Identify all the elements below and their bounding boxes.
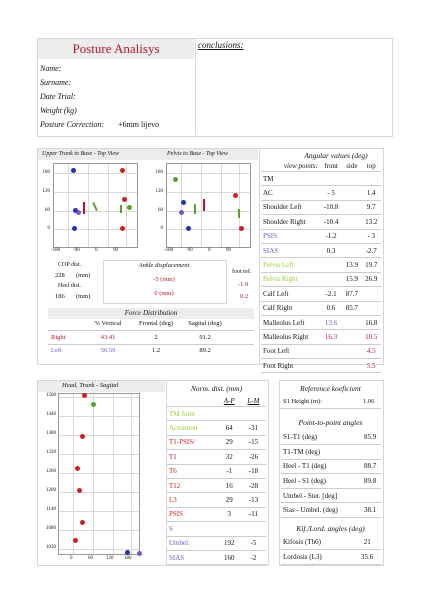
norm-row <box>167 522 266 536</box>
ptp-table <box>281 430 381 518</box>
angular-row <box>261 301 381 315</box>
angular-side-value <box>342 359 361 373</box>
pelvis-title: Pelvis to Base - Top View <box>167 151 228 157</box>
norm-lm-value: -15 <box>241 435 266 449</box>
norm-ap-value: 64 <box>218 421 241 435</box>
angular-row-label: Calf Right <box>261 301 320 315</box>
field-surname-label: Surname: <box>40 78 72 87</box>
angular-row-label: TM <box>261 172 320 186</box>
kif-row-value: 35.6 <box>353 550 381 565</box>
angular-front-value: 13.6 <box>320 315 342 329</box>
angular-top-value: 10.5 <box>362 330 381 344</box>
ptp-row-value <box>359 488 381 503</box>
pelvis-x-tick: 90 <box>226 248 231 253</box>
norm-row-label: Umbel. <box>167 536 218 550</box>
angular-top-value: 1.4 <box>362 186 381 200</box>
sagital-y-tick: 1500 <box>46 393 56 398</box>
angular-side-value: 85.7 <box>342 301 361 315</box>
upper-dot-blue-top <box>71 168 76 173</box>
angular-row <box>261 243 381 257</box>
heel-value: 186 <box>55 293 65 300</box>
conclusions-divider <box>195 39 196 135</box>
angular-front-value <box>320 172 342 186</box>
reference-title: Reference koeficient <box>300 384 361 393</box>
norm-ap-value: 160 <box>218 550 241 564</box>
angular-row-label: Foot Left <box>261 344 320 358</box>
ptp-row-label: S1-T1 (deg) <box>281 430 359 445</box>
upper-x-tick: 90 <box>113 248 118 253</box>
conclusions-label: conclusions: <box>198 40 244 50</box>
norm-lm-value: -5 <box>241 536 266 550</box>
angular-row-label: Malleolus Right <box>261 330 320 344</box>
angular-row <box>261 186 381 200</box>
angular-row <box>261 359 381 373</box>
angular-top-value <box>362 301 381 315</box>
norm-row <box>167 550 266 564</box>
ptp-row <box>281 459 381 474</box>
angular-top-value: - 3 <box>362 229 381 243</box>
pelvis-y-tick: 180 <box>155 170 163 175</box>
angular-row <box>261 229 381 243</box>
angular-row <box>261 215 381 229</box>
norm-lm-value <box>241 407 266 421</box>
norm-ap-value: -1 <box>218 464 241 478</box>
angular-front-value: 0.6 <box>320 301 342 315</box>
norm-row-label: TM Joint <box>167 407 218 421</box>
norm-row-label: T12 <box>167 478 218 492</box>
norm-lm-value: -28 <box>241 478 266 492</box>
norm-table <box>167 396 266 565</box>
norm-row <box>167 464 266 478</box>
angular-front-value: -10.4 <box>320 215 342 229</box>
cop-value: 228 <box>55 272 65 279</box>
norm-row-label: Acromion <box>167 421 218 435</box>
sagital-dot-red-1 <box>82 393 87 398</box>
pelvis-y-tick: 0 <box>160 226 163 231</box>
ptp-row <box>281 430 381 445</box>
angular-side-value: 13.9 <box>342 258 361 272</box>
angular-front-value: -1.2 <box>320 229 342 243</box>
angular-front-value: -2.1 <box>320 287 342 301</box>
norm-row-label: L3 <box>167 493 218 507</box>
sagital-x-tick: 180 <box>124 556 132 561</box>
angular-side-value: 87.7 <box>342 287 361 301</box>
norm-row-label: T1-PSIS/ <box>167 435 218 449</box>
force-head-frontal: Frontal (deg) <box>138 320 174 327</box>
pelvis-tick-green <box>194 204 196 214</box>
pelvis-y-tick: 60 <box>158 208 163 213</box>
cop-label: COP dist. <box>58 262 82 268</box>
kif-title: Kif./Lord. angles (deg) <box>296 524 365 533</box>
sagital-y-tick: 1440 <box>46 412 56 417</box>
sagital-y-tick: 1080 <box>46 526 56 531</box>
angular-top-value: 5.5 <box>362 359 381 373</box>
angular-side-value <box>342 172 361 186</box>
pelvis-dot-blue-left <box>181 200 186 205</box>
sagital-dot-red-3 <box>75 466 80 471</box>
sagital-y-tick: 1200 <box>46 488 56 493</box>
angular-top-value: 16.8 <box>362 315 381 329</box>
pelvis-tick-green-2 <box>238 209 240 218</box>
force-head-vertical: % Vertical <box>94 320 122 327</box>
angular-front-value <box>320 344 342 358</box>
reference-value: 1.06 <box>363 398 375 405</box>
page-title: Posture Analisys <box>72 41 160 56</box>
ptp-row-value: 88.7 <box>359 459 381 474</box>
angular-side-value <box>342 315 361 329</box>
angular-row <box>261 287 381 301</box>
norm-row <box>167 493 266 507</box>
angular-front-value <box>320 272 342 286</box>
angular-row-label: AC <box>261 186 320 200</box>
force-row-right-label: Right <box>51 334 66 341</box>
sagital-dot-red-5 <box>80 520 85 525</box>
sagital-title: Head, Trunk - Sagital <box>62 382 119 389</box>
sagital-dot-red-6 <box>73 538 78 543</box>
ptp-row-label: T1-TM (deg) <box>281 445 359 460</box>
heel-label: Heel dist. <box>58 283 81 289</box>
field-weight-label: Weight (kg) <box>40 106 77 115</box>
upper-x-tick: -180 <box>51 248 61 253</box>
angular-side-value <box>342 229 361 243</box>
ptp-row <box>281 474 381 489</box>
pelvis-dot-purple <box>179 210 184 215</box>
force-row-right-sagital: 91.2 <box>199 334 211 341</box>
norm-ap-value <box>218 522 241 536</box>
sagital-y-tick: 1380 <box>46 431 56 436</box>
norm-row <box>167 407 266 421</box>
norm-row-label: S <box>167 522 218 536</box>
angular-top-value: 26.9 <box>362 272 381 286</box>
sagital-dot-red-2 <box>80 434 85 439</box>
field-correction-label: Posture Correction: <box>40 120 105 129</box>
norm-row <box>167 507 266 521</box>
norm-row-label: T1 <box>167 450 218 464</box>
ptp-row-label: Sias - Umbel. (deg) <box>281 503 359 518</box>
sagital-y-tick: 1320 <box>46 450 56 455</box>
angular-row-label: Shoulder Right <box>261 215 320 229</box>
angular-row-label: Calf Left <box>261 287 320 301</box>
norm-lm-value: -13 <box>241 493 266 507</box>
force-head-sagital: Sagital (deg) <box>188 320 222 327</box>
sagital-x-tick: 60 <box>88 556 93 561</box>
field-correction-value: +6mm lijevo <box>118 120 160 129</box>
norm-lm-value: -26 <box>241 450 266 464</box>
force-title: Force Distribution <box>124 309 178 317</box>
kif-row <box>281 550 381 565</box>
angular-row-label: SIAS <box>261 243 320 257</box>
kif-row <box>281 535 381 550</box>
ptp-row <box>281 503 381 518</box>
ptp-row-value: 85.9 <box>359 430 381 445</box>
force-row-right-frontal: 2 <box>154 334 158 341</box>
cop-unit: (mm) <box>76 272 91 279</box>
angular-front-value: 16.3 <box>320 330 342 344</box>
angular-row-label: PSIS <box>261 229 320 243</box>
sagital-x-tick: 0 <box>70 556 73 561</box>
upper-trunk-title: Upper Trunk to Base - Top View <box>42 151 120 157</box>
norm-ap-value: 3 <box>218 507 241 521</box>
field-date-label: Date Trial: <box>40 92 76 101</box>
angular-side-value <box>342 186 361 200</box>
sagital-dot-red-4 <box>77 488 82 493</box>
angular-row-label: Shoulder Left <box>261 200 320 214</box>
upper-y-tick: 60 <box>45 208 50 213</box>
force-row-left-frontal: 1.2 <box>151 347 161 354</box>
norm-row <box>167 478 266 492</box>
upper-tick-green-2 <box>120 205 122 213</box>
angular-row <box>261 172 381 186</box>
norm-ap-value: 192 <box>218 536 241 550</box>
kif-row-value: 21 <box>353 535 381 550</box>
sagital-plot <box>58 393 140 555</box>
angular-front-value: 0.3 <box>320 243 342 257</box>
norm-row <box>167 536 266 550</box>
norm-lm-value: -18 <box>241 464 266 478</box>
force-row-right-vertical: 43.41 <box>100 334 116 341</box>
norm-lm-value: -11 <box>241 507 266 521</box>
sagital-y-tick: 1020 <box>46 545 56 550</box>
sagital-y-tick: 1140 <box>46 507 56 512</box>
sagital-x-tick: 120 <box>106 556 114 561</box>
angular-front-value <box>320 359 342 373</box>
angular-top-value: 19.7 <box>362 258 381 272</box>
heel-unit: (mm) <box>76 293 91 300</box>
pelvis-x-tick: -180 <box>164 248 174 253</box>
foot-ref-v1: -1.9 <box>238 281 249 288</box>
upper-dot-purple <box>76 210 81 215</box>
angular-row <box>261 330 381 344</box>
angular-side-value <box>342 243 361 257</box>
angular-front-value: -10.8 <box>320 200 342 214</box>
norm-row-label: PSIS <box>167 507 218 521</box>
ptp-row <box>281 488 381 503</box>
norm-lm-value <box>241 522 266 536</box>
upper-dot-red-right <box>122 197 127 202</box>
norm-header-row: A-P L-M <box>167 396 266 407</box>
ankle-title: Ankle displacement <box>138 262 190 269</box>
kif-table <box>281 535 381 565</box>
ptp-row <box>281 445 381 460</box>
sagital-dot-blue <box>125 550 130 555</box>
ptp-row-value: 89.8 <box>359 474 381 489</box>
angular-front-value: - 5 <box>320 186 342 200</box>
pelvis-dot-red-right <box>233 193 238 198</box>
norm-ap-value: 29 <box>218 435 241 449</box>
pelvis-tick-red <box>203 199 205 211</box>
upper-y-tick: 120 <box>42 189 50 194</box>
pelvis-dot-green <box>173 177 178 182</box>
upper-x-tick: 0 <box>95 248 98 253</box>
angular-front-value <box>320 258 342 272</box>
angular-side-value: 15.9 <box>342 272 361 286</box>
norm-lm-value: -31 <box>241 421 266 435</box>
ptp-row-label: Heel - S1 (deg) <box>281 474 359 489</box>
upper-dot-red-bottom <box>120 226 125 231</box>
angular-top-value: -2.7 <box>362 243 381 257</box>
sagital-dot-green <box>91 402 96 407</box>
angular-top-value <box>362 172 381 186</box>
angular-row-label: Foot Right <box>261 359 320 373</box>
upper-tick-red <box>83 202 85 214</box>
angular-top-value: 9.7 <box>362 200 381 214</box>
upper-trunk-plot <box>53 163 138 248</box>
angular-row <box>261 272 381 286</box>
norm-row <box>167 435 266 449</box>
kif-row-label: Lordosis (L3) <box>281 550 353 565</box>
angular-top-value: 13.2 <box>362 215 381 229</box>
reference-label: S1 Height (m): <box>283 398 322 405</box>
angular-row <box>261 200 381 214</box>
norm-ap-value <box>218 407 241 421</box>
pelvis-y-tick: 120 <box>155 189 163 194</box>
ptp-row-value: 38.1 <box>359 503 381 518</box>
pelvis-x-tick: 0 <box>208 248 211 253</box>
angular-title: Angular values (deg) <box>304 151 368 160</box>
force-row-left-vertical: 56.59 <box>100 347 116 354</box>
norm-lm-value: -2 <box>241 550 266 564</box>
angular-row-label: Malleolus Left <box>261 315 320 329</box>
angular-top-value <box>362 287 381 301</box>
upper-tick-green <box>92 202 98 211</box>
ptp-row-value <box>359 445 381 460</box>
ptp-row-label: Umbel - Ster. [deg] <box>281 488 359 503</box>
norm-row-label: T6 <box>167 464 218 478</box>
norm-ap-value: 32 <box>218 450 241 464</box>
pelvis-dot-blue-bottom <box>186 226 191 231</box>
pelvis-plot <box>166 163 251 248</box>
upper-dot-red-top <box>120 168 125 173</box>
angular-table <box>261 161 381 373</box>
norm-row-label: SIAS <box>167 550 218 564</box>
angular-row <box>261 258 381 272</box>
force-row-left-label: Left <box>51 347 62 354</box>
upper-dot-green-right <box>127 205 132 210</box>
upper-x-tick: -90 <box>73 248 80 253</box>
ankle-v1: -5 (mm) <box>153 276 175 283</box>
sagital-dot-purple <box>137 551 142 556</box>
angular-row <box>261 344 381 358</box>
foot-ref-v2: 0.2 <box>240 293 249 300</box>
ptp-title: Point-to-point angles <box>298 418 363 427</box>
norm-row <box>167 450 266 464</box>
norm-ap-value: 16 <box>218 478 241 492</box>
angular-side-value <box>342 215 361 229</box>
foot-ref-label: foot ref. <box>232 269 252 275</box>
angular-header-row: view points: front side top <box>261 161 381 172</box>
ankle-v2: 0 (mm) <box>154 290 174 297</box>
norm-row <box>167 421 266 435</box>
pelvis-dot-red-bottom <box>239 226 244 231</box>
angular-row-label: Pelvis Left <box>261 258 320 272</box>
norm-title: Norm. dist. (mm) <box>190 384 243 393</box>
ptp-row-label: Heel - T1 (deg) <box>281 459 359 474</box>
angular-row-label: Pelvis Right <box>261 272 320 286</box>
sagital-y-tick: 1260 <box>46 469 56 474</box>
upper-dot-blue-bottom <box>72 226 77 231</box>
field-name-label: Name: <box>40 64 62 73</box>
angular-top-value: 4.5 <box>362 344 381 358</box>
kif-row-label: Kifosis (Th6) <box>281 535 353 550</box>
angular-row <box>261 315 381 329</box>
pelvis-x-tick: -90 <box>186 248 193 253</box>
angular-side-value <box>342 200 361 214</box>
angular-side-value <box>342 330 361 344</box>
upper-y-tick: 180 <box>42 170 50 175</box>
force-row-left-sagital: 89.2 <box>199 347 211 354</box>
norm-ap-value: 29 <box>218 493 241 507</box>
upper-y-tick: 0 <box>47 226 50 231</box>
angular-side-value <box>342 344 361 358</box>
